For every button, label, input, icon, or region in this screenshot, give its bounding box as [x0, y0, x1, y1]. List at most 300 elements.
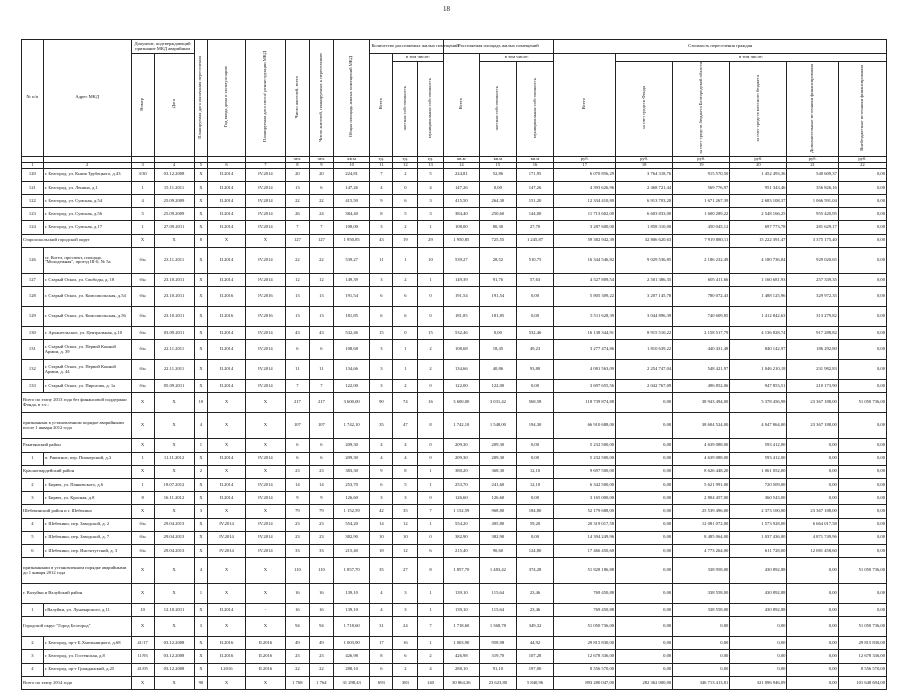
- group-total-row: [22, 617, 887, 637]
- table-cell: 3: [22, 650, 44, 663]
- table-cell: 510,75: [516, 247, 554, 273]
- table-cell: 6: [393, 287, 418, 307]
- table-cell: 22: [309, 195, 333, 208]
- table-cell: 3 600,00: [333, 393, 370, 413]
- table-cell: X: [208, 584, 246, 604]
- table-cell: 52,86: [480, 168, 517, 181]
- table-cell: 11: [309, 360, 333, 380]
- address-cell: г. Бирюч, ул. Красная, д.8: [43, 492, 131, 505]
- table-cell: 6: [285, 340, 309, 360]
- table-cell: 264,30: [480, 195, 517, 208]
- table-cell: 539,27: [443, 247, 480, 273]
- table-cell: б/н: [131, 247, 154, 273]
- table-cell: 0,00: [616, 465, 673, 478]
- table-cell: 6: [309, 181, 333, 194]
- table-cell: X: [194, 247, 208, 273]
- table-cell: II.2014: [208, 247, 246, 273]
- table-cell: 4 871 749,96: [787, 531, 838, 544]
- table-cell: X: [154, 439, 194, 452]
- table-cell: X: [154, 505, 194, 518]
- table-cell: 120: [22, 168, 44, 181]
- table-cell: X: [154, 558, 194, 584]
- table-cell: X: [131, 234, 154, 247]
- table-cell: X: [194, 208, 208, 221]
- table-cell: IV.2014: [245, 195, 285, 208]
- table-cell: 4: [370, 604, 393, 617]
- table-cell: 0,00: [673, 617, 730, 637]
- group-total-row: [22, 505, 887, 518]
- table-cell: 23: [285, 531, 309, 544]
- table-cell: 94: [285, 617, 309, 637]
- table-cell: 6: [22, 544, 44, 557]
- table-cell: 968,80: [480, 505, 517, 518]
- table-cell: 29.04.2013: [154, 544, 194, 557]
- table-cell: 5: [393, 478, 418, 491]
- table-cell: 0,00: [730, 617, 787, 637]
- table-cell: IV.2014: [245, 327, 285, 340]
- table-cell: X: [194, 452, 208, 465]
- table-cell: 124: [22, 221, 44, 234]
- column-number-cell: 21: [787, 162, 838, 168]
- table-cell: X: [194, 478, 208, 491]
- table-cell: 0,00: [787, 637, 838, 650]
- table-cell: 4: [22, 518, 44, 531]
- table-cell: 0,00: [838, 492, 886, 505]
- table-cell: 1 160 681,93: [730, 273, 787, 286]
- table-cell: 1 857,70: [443, 558, 480, 584]
- table-cell: 7 919 880,11: [673, 234, 730, 247]
- group-label-cell: Всего по этапу 2014 года: [22, 676, 132, 689]
- table-cell: 15.11.2011: [154, 181, 194, 194]
- table-cell: X: [245, 617, 285, 637]
- table-cell: 122,00: [443, 380, 480, 393]
- table-cell: X: [131, 465, 154, 478]
- table-cell: 360 543,00: [730, 492, 787, 505]
- table-cell: 217: [285, 393, 309, 413]
- header-area-group: Расселяемая площадь жилых помещений: [443, 40, 554, 54]
- table-cell: 0,00: [616, 393, 673, 413]
- table-cell: 23: [309, 518, 333, 531]
- table-cell: 25 539 496,00: [673, 505, 730, 518]
- table-cell: 915 570,50: [673, 168, 730, 181]
- table-cell: 29.04.2013: [154, 518, 194, 531]
- table-cell: 15 222 391,47: [730, 234, 787, 247]
- table-cell: X: [194, 604, 208, 617]
- table-cell: 224,81: [333, 168, 370, 181]
- table-cell: X: [245, 439, 285, 452]
- table-cell: 16 344 546,82: [554, 247, 616, 273]
- table-cell: 5 805 309,22: [554, 287, 616, 307]
- table-cell: 426,98: [333, 650, 370, 663]
- table-cell: X: [154, 393, 194, 413]
- table-cell: 4: [370, 584, 393, 604]
- table-cell: 126,60: [333, 492, 370, 505]
- table-cell: 0,00: [673, 663, 730, 676]
- table-cell: 8: [370, 208, 393, 221]
- table-cell: 780 072,43: [673, 287, 730, 307]
- table-cell: 0,00: [787, 604, 838, 617]
- table-cell: 23: [285, 518, 309, 531]
- table-cell: 2 042 767,09: [616, 380, 673, 393]
- table-cell: 13: [309, 307, 333, 327]
- table-cell: 23.10.2011: [154, 307, 194, 327]
- table-cell: б/н: [131, 380, 154, 393]
- table-cell: 496 852,06: [673, 380, 730, 393]
- table-row: [22, 518, 887, 531]
- table-cell: 194,30: [516, 413, 554, 439]
- table-cell: 955 420,95: [787, 208, 838, 221]
- address-cell: г. Старый Оскол, ул. Первой Конной Армии, д. 39: [43, 340, 131, 360]
- table-cell: 0,00: [616, 413, 673, 439]
- table-cell: 147,26: [443, 181, 480, 194]
- table-cell: X: [154, 617, 194, 637]
- table-cell: 17: [370, 637, 393, 650]
- table-cell: 0,00: [516, 287, 554, 307]
- table-cell: 0,00: [616, 478, 673, 491]
- table-cell: II.2014: [208, 478, 246, 491]
- table-cell: 0,00: [838, 505, 886, 518]
- table-cell: X: [131, 676, 154, 689]
- table-cell: 720 509,00: [730, 478, 787, 491]
- table-cell: 6 342 500,00: [554, 478, 616, 491]
- table-cell: 6: [370, 287, 393, 307]
- table-cell: 215,40: [333, 544, 370, 557]
- table-cell: 0,00: [616, 604, 673, 617]
- table-cell: II.2016: [245, 650, 285, 663]
- table-cell: 2 373 100,00: [730, 505, 787, 518]
- table-cell: 6: [393, 195, 418, 208]
- table-cell: 0,00: [838, 307, 886, 327]
- table-row: [22, 478, 887, 491]
- table-cell: 19: [393, 234, 418, 247]
- table-cell: 0,00: [838, 195, 886, 208]
- table-cell: X: [245, 558, 285, 584]
- address-cell: г. Шебекино, пер. Заводской, д. 2: [43, 518, 131, 531]
- table-cell: 4 393 626,96: [554, 181, 616, 194]
- table-cell: 0,00: [516, 307, 554, 327]
- table-cell: 9: [285, 492, 309, 505]
- table-cell: 107: [309, 413, 333, 439]
- table-cell: 127: [22, 273, 44, 286]
- table-cell: 0,00: [480, 181, 517, 194]
- table-cell: 840 142,97: [730, 340, 787, 360]
- table-cell: 0,00: [787, 465, 838, 478]
- table-cell: II.2016: [245, 663, 285, 676]
- address-cell: г. Белгород, ул. Ленина, д.1: [43, 181, 131, 194]
- table-cell: 1 742,10: [333, 413, 370, 439]
- table-cell: 0,00: [616, 544, 673, 557]
- address-cell: г.Валуйки, ул. Луначарского, д.11: [43, 604, 131, 617]
- table-cell: 10: [131, 604, 154, 617]
- unit-cell: чел.: [285, 156, 309, 162]
- table-cell: 1 003,90: [333, 637, 370, 650]
- header-nomer: Номер: [131, 54, 154, 157]
- unit-cell: чел.: [309, 156, 333, 162]
- table-cell: 107: [285, 413, 309, 439]
- table-cell: 209,30: [480, 452, 517, 465]
- table-cell: 29 815 830,00: [838, 637, 886, 650]
- table-row: [22, 663, 887, 676]
- table-cell: 1 412 842,63: [730, 307, 787, 327]
- table-cell: 554,20: [443, 518, 480, 531]
- table-cell: 1: [418, 273, 443, 286]
- table-cell: 134,66: [443, 360, 480, 380]
- table-cell: 23.11.2011: [154, 247, 194, 273]
- table-cell: 3: [194, 617, 208, 637]
- table-cell: 41/05: [131, 663, 154, 676]
- table-cell: X: [154, 234, 194, 247]
- table-cell: 49: [309, 637, 333, 650]
- table-cell: 126: [22, 247, 44, 273]
- table-cell: 0,00: [787, 558, 838, 584]
- table-cell: б/н: [131, 273, 154, 286]
- table-cell: 51 828 186,88: [554, 558, 616, 584]
- address-cell: г. Белгород, пр-т Б.Хмельницкого, д.68: [43, 637, 131, 650]
- table-cell: 288,10: [333, 663, 370, 676]
- table-cell: 6: [285, 452, 309, 465]
- table-cell: б/н: [131, 327, 154, 340]
- table-cell: б/н: [131, 531, 154, 544]
- table-cell: 349,32: [516, 617, 554, 637]
- table-cell: 4 639 088,00: [673, 439, 730, 452]
- table-cell: 0,00: [838, 247, 886, 273]
- column-number-cell: 11: [370, 162, 393, 168]
- table-cell: 149,39: [333, 273, 370, 286]
- unit-cell: руб.: [730, 156, 787, 162]
- table-cell: 124,80: [516, 544, 554, 557]
- table-cell: 4 180 736,84: [730, 247, 787, 273]
- table-cell: 3: [370, 492, 393, 505]
- address-cell: г. Старый Оскол, ул. Комсомольская, д.54: [43, 287, 131, 307]
- address-cell: ст. Котел, проспект, площадь "Молодежная", проезд III-6, № 5а: [43, 247, 131, 273]
- table-cell: 4: [370, 181, 393, 194]
- table-cell: 0,00: [838, 531, 886, 544]
- table-cell: 16: [393, 637, 418, 650]
- table-row: [22, 452, 887, 465]
- table-cell: 0: [418, 439, 443, 452]
- table-cell: IV.2014: [245, 452, 285, 465]
- header-no: № п/п: [22, 40, 44, 157]
- table-cell: 2: [393, 273, 418, 286]
- table-cell: 11: [285, 360, 309, 380]
- table-row: [22, 287, 887, 307]
- table-cell: 14: [370, 518, 393, 531]
- table-cell: 191,54: [443, 287, 480, 307]
- header-rooms-private: частная собственность: [393, 62, 418, 157]
- address-cell: г. Белгород, ул. Сумская, д.54: [43, 195, 131, 208]
- table-cell: 338 558,00: [673, 584, 730, 604]
- table-cell: 4: [393, 452, 418, 465]
- table-row: [22, 221, 887, 234]
- unit-cell: кв.м: [480, 156, 517, 162]
- group-label-cell: г. Валуйки и Валуйский район: [22, 584, 132, 604]
- address-cell: г. Белгород, ул. Гостенская, д.8: [43, 650, 131, 663]
- table-cell: 13: [285, 181, 309, 194]
- table-cell: 27: [393, 558, 418, 584]
- column-number-cell: 3: [131, 162, 154, 168]
- header-residents-to-move: Число жителей, планируемых к переселению: [309, 40, 333, 157]
- table-cell: 186 292,80: [787, 340, 838, 360]
- column-number-cell: 8: [285, 162, 309, 168]
- table-cell: 1: [418, 604, 443, 617]
- table-cell: X: [154, 584, 194, 604]
- table-cell: 16: [418, 393, 443, 413]
- table-cell: 947 853,51: [730, 380, 787, 393]
- table-cell: 4: [418, 663, 443, 676]
- table-cell: 139,10: [443, 604, 480, 617]
- table-cell: 41/17: [131, 637, 154, 650]
- table-cell: IV.2014: [245, 208, 285, 221]
- table-cell: 382,90: [333, 531, 370, 544]
- table-cell: 6 913 703,20: [616, 195, 673, 208]
- table-cell: 0,00: [787, 650, 838, 663]
- table-cell: II.2014: [208, 604, 246, 617]
- table-cell: X: [208, 465, 246, 478]
- table-cell: 0: [418, 307, 443, 327]
- table-cell: б/н: [131, 287, 154, 307]
- table-cell: 769 450,88: [554, 584, 616, 604]
- table-cell: 338 958,00: [673, 558, 730, 584]
- table-cell: 2 254 747,04: [616, 360, 673, 380]
- table-cell: 253,70: [443, 478, 480, 491]
- table-cell: 1 764: [309, 676, 333, 689]
- table-cell: 605 411,66: [673, 273, 730, 286]
- table-cell: 2 186 232,49: [673, 247, 730, 273]
- table-cell: 3: [370, 221, 393, 234]
- table-cell: 0,00: [787, 492, 838, 505]
- table-cell: X: [154, 413, 194, 439]
- table-cell: 257 339,35: [787, 273, 838, 286]
- header-area: Общая площадь жилых помещений МКД: [333, 40, 370, 157]
- table-cell: IV.2014: [245, 492, 285, 505]
- table-cell: 319,70: [480, 650, 517, 663]
- table-cell: 0,00: [516, 439, 554, 452]
- table-cell: X: [154, 465, 194, 478]
- table-cell: 0,00: [516, 380, 554, 393]
- table-cell: 209,30: [333, 439, 370, 452]
- table-cell: 13: [309, 287, 333, 307]
- address-cell: г. Шебекино, пер. Заводской, д. 7: [43, 531, 131, 544]
- table-cell: 693: [370, 676, 393, 689]
- table-cell: 90: [194, 676, 208, 689]
- table-cell: 16: [309, 604, 333, 617]
- table-cell: 6 070 856,29: [554, 168, 616, 181]
- table-cell: 1 066 591,04: [787, 195, 838, 208]
- unit-cell: кв.м: [516, 156, 554, 162]
- table-cell: 23: [309, 650, 333, 663]
- table-cell: 47: [393, 413, 418, 439]
- table-cell: 253,70: [333, 478, 370, 491]
- table-cell: 329 972,35: [787, 287, 838, 307]
- table-cell: 6: [370, 478, 393, 491]
- table-cell: 52 179 688,00: [554, 505, 616, 518]
- table-cell: 1: [418, 637, 443, 650]
- table-cell: 893 280 047,00: [554, 676, 616, 689]
- header-area-total: Всего: [443, 54, 480, 157]
- table-cell: 2 501 386,35: [616, 273, 673, 286]
- table-row: [22, 637, 887, 650]
- table-cell: 0,00: [838, 439, 886, 452]
- table-cell: X: [194, 360, 208, 380]
- group-label-cell: признанным в установленном порядке аварийными после 1 января 2012 года: [22, 413, 132, 439]
- table-cell: 0,00: [730, 637, 787, 650]
- table-cell: 27,70: [516, 221, 554, 234]
- table-cell: 917 288,82: [787, 327, 838, 340]
- table-cell: II.2014: [208, 452, 246, 465]
- address-cell: г. Старый Оскол, ул. Свободы, д. 18: [43, 273, 131, 286]
- table-cell: 958,98: [480, 637, 517, 650]
- table-cell: 209,30: [443, 452, 480, 465]
- table-cell: 2 548 166,25: [730, 208, 787, 221]
- table-cell: X: [194, 340, 208, 360]
- table-cell: 4 639 088,00: [673, 452, 730, 465]
- table-cell: 108,00: [443, 221, 480, 234]
- table-cell: X: [208, 393, 246, 413]
- table-cell: 3 600,00: [443, 393, 480, 413]
- table-cell: X: [208, 413, 246, 439]
- header-plan-date: Планируемая дата окончания переселения: [194, 40, 208, 157]
- group-label-cell: Старооскольский городской округ: [22, 234, 132, 247]
- header-rooms-incl: в том числе:: [393, 54, 443, 62]
- table-cell: б/н: [131, 518, 154, 531]
- table-cell: 0: [418, 380, 443, 393]
- table-cell: 15: [370, 327, 393, 340]
- address-cell: г. Старый Оскол, ул. Пирогова, д. 1а: [43, 380, 131, 393]
- table-cell: 31 298,43: [333, 676, 370, 689]
- table-cell: 4: [370, 452, 393, 465]
- table-cell: 12 081 072,00: [673, 518, 730, 531]
- header-cost-total: Всего: [554, 54, 616, 157]
- unit-cell: руб.: [616, 156, 673, 162]
- table-cell: X: [245, 676, 285, 689]
- table-cell: 7: [309, 380, 333, 393]
- table-cell: 1 046 210,18: [730, 360, 787, 380]
- table-cell: 0: [393, 181, 418, 194]
- table-cell: 33: [285, 544, 309, 557]
- table-cell: 66 910 688,00: [554, 413, 616, 439]
- column-number-cell: 18: [616, 162, 673, 168]
- table-cell: 43: [370, 234, 393, 247]
- table-cell: 29: [418, 234, 443, 247]
- table-cell: 12,10: [516, 465, 554, 478]
- table-cell: 18: [370, 544, 393, 557]
- header-rooms-group: Количество расселяемых жилых помещений: [370, 40, 443, 54]
- table-cell: 23: [309, 465, 333, 478]
- group-label-cell: Красногвардейский район: [22, 465, 132, 478]
- table-cell: 3: [22, 492, 44, 505]
- table-cell: 4: [194, 558, 208, 584]
- table-cell: 0,00: [787, 663, 838, 676]
- table-cell: 0,00: [838, 518, 886, 531]
- table-cell: I.2016: [208, 663, 246, 676]
- header-demolition-date: Планируемая дата сноса/ реконструкции МКД: [245, 40, 285, 157]
- table-cell: IV.2014: [245, 360, 285, 380]
- table-cell: 1: [418, 465, 443, 478]
- table-cell: 3 044 896,39: [616, 307, 673, 327]
- table-cell: 93,80: [516, 360, 554, 380]
- table-cell: 18,45: [480, 340, 517, 360]
- table-cell: 5: [131, 208, 154, 221]
- table-cell: 33: [309, 544, 333, 557]
- table-row: [22, 195, 887, 208]
- table-cell: 0,00: [838, 234, 886, 247]
- table-cell: 23,46: [516, 604, 554, 617]
- table-cell: X: [194, 168, 208, 181]
- table-cell: 29 815 830,00: [554, 637, 616, 650]
- table-cell: 1 950,85: [333, 234, 370, 247]
- table-cell: 2: [22, 637, 44, 650]
- table-cell: 1 810 639,22: [616, 340, 673, 360]
